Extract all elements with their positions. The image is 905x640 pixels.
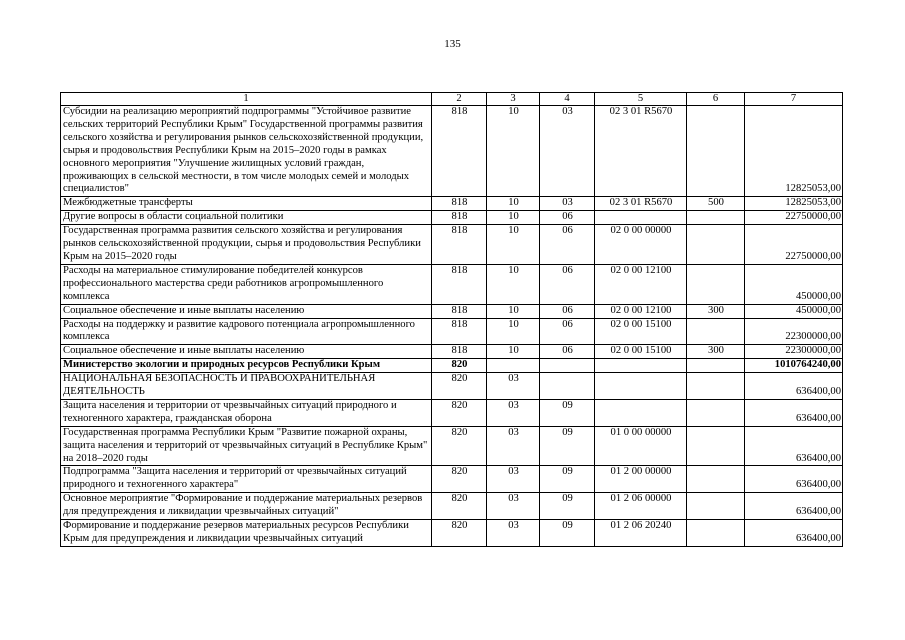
row-name: Формирование и поддержание резервов материальных ресурсов Республики Крым для предупреждения и ликвидации чрезвычайных ситуаций <box>61 520 432 547</box>
row-col-3: 10 <box>487 318 540 345</box>
row-col-2: 820 <box>432 520 487 547</box>
row-col-2: 820 <box>432 466 487 493</box>
table-row <box>61 318 843 345</box>
table-row <box>61 426 843 466</box>
row-col-5: 02 3 01 R5670 <box>595 106 687 197</box>
row-name: Субсидии на реализацию мероприятий подпрограммы "Устойчивое развитие сельских территорий Республики Крым" Государственной программы развития сельского хозяйства и регулирования рынков сельскохозяйственной продукции, сырья и продовольствия Республики Крым на 2015–2020 годы в рамках основного мероприятия "Улучшение жилищных условий граждан, проживающих в сельской местности, в том числе молодых семей и молодых специалистов" <box>61 106 432 197</box>
row-name: Подпрограмма "Защита населения и территорий от чрезвычайных ситуаций природного и техногенного характера" <box>61 466 432 493</box>
row-col-5: 02 0 00 15100 <box>595 345 687 359</box>
row-name: Основное мероприятие "Формирование и поддержание материальных резервов для предупреждения и ликвидации чрезвычайных ситуаций" <box>61 493 432 520</box>
row-col-2: 820 <box>432 373 487 400</box>
row-name: Другие вопросы в области социальной политики <box>61 211 432 225</box>
row-col-5 <box>595 359 687 373</box>
header-col-3: 3 <box>487 93 540 106</box>
row-col-4: 03 <box>540 106 595 197</box>
row-name: Министерство экологии и природных ресурсов Республики Крым <box>61 359 432 373</box>
row-col-3: 03 <box>487 466 540 493</box>
table-row <box>61 359 843 373</box>
row-col-5: 01 2 06 00000 <box>595 493 687 520</box>
row-col-6 <box>687 466 745 493</box>
row-col-6 <box>687 493 745 520</box>
row-col-2: 820 <box>432 359 487 373</box>
row-col-5 <box>595 399 687 426</box>
row-amount: 22750000,00 <box>745 211 843 225</box>
row-amount: 22300000,00 <box>745 345 843 359</box>
row-col-4 <box>540 373 595 400</box>
row-col-6 <box>687 426 745 466</box>
table-row <box>61 520 843 547</box>
row-col-6 <box>687 359 745 373</box>
row-name: Расходы на поддержку и развитие кадрового потенциала агропромышленного комплекса <box>61 318 432 345</box>
row-col-3: 10 <box>487 264 540 304</box>
header-col-4: 4 <box>540 93 595 106</box>
row-col-2: 818 <box>432 318 487 345</box>
page-number: 135 <box>444 38 461 50</box>
header-col-6: 6 <box>687 93 745 106</box>
row-col-3: 10 <box>487 211 540 225</box>
row-col-4: 06 <box>540 225 595 265</box>
row-col-3: 03 <box>487 520 540 547</box>
row-name: Государственная программа Республики Крым "Развитие пожарной охраны, защита населения и территорий от чрезвычайных ситуаций в Республике Крым" на 2018–2020 годы <box>61 426 432 466</box>
row-col-4: 03 <box>540 197 595 211</box>
row-col-4: 09 <box>540 426 595 466</box>
row-col-6 <box>687 225 745 265</box>
row-name: НАЦИОНАЛЬНАЯ БЕЗОПАСНОСТЬ И ПРАВООХРАНИТЕЛЬНАЯ ДЕЯТЕЛЬНОСТЬ <box>61 373 432 400</box>
row-col-2: 820 <box>432 493 487 520</box>
header-col-7: 7 <box>745 93 843 106</box>
row-amount: 636400,00 <box>745 399 843 426</box>
table-row <box>61 211 843 225</box>
row-amount: 636400,00 <box>745 426 843 466</box>
table-row <box>61 264 843 304</box>
row-name: Социальное обеспечение и иные выплаты населению <box>61 345 432 359</box>
row-col-6 <box>687 373 745 400</box>
row-amount: 450000,00 <box>745 264 843 304</box>
row-amount: 636400,00 <box>745 520 843 547</box>
header-col-5: 5 <box>595 93 687 106</box>
row-col-6: 500 <box>687 197 745 211</box>
row-name: Государственная программа развития сельского хозяйства и регулирования рынков сельскохозяйственной продукции, сырья и продовольствия Республики Крым на 2015–2020 годы <box>61 225 432 265</box>
row-name: Социальное обеспечение и иные выплаты населению <box>61 304 432 318</box>
row-col-2: 818 <box>432 345 487 359</box>
row-col-6 <box>687 399 745 426</box>
row-col-4: 06 <box>540 304 595 318</box>
row-col-4: 09 <box>540 399 595 426</box>
row-col-6: 300 <box>687 304 745 318</box>
table-body <box>61 106 843 547</box>
row-col-3: 03 <box>487 399 540 426</box>
row-col-4: 09 <box>540 466 595 493</box>
row-col-2: 818 <box>432 106 487 197</box>
row-col-5: 02 0 00 12100 <box>595 304 687 318</box>
row-col-3: 10 <box>487 304 540 318</box>
table-row <box>61 197 843 211</box>
row-amount: 1010764240,00 <box>745 359 843 373</box>
row-name: Защита населения и территории от чрезвычайных ситуаций природного и техногенного характера, гражданская оборона <box>61 399 432 426</box>
row-col-3: 10 <box>487 225 540 265</box>
row-amount: 636400,00 <box>745 466 843 493</box>
row-col-3: 10 <box>487 345 540 359</box>
row-amount: 636400,00 <box>745 373 843 400</box>
header-col-2: 2 <box>432 93 487 106</box>
row-col-3 <box>487 359 540 373</box>
row-name: Межбюджетные трансферты <box>61 197 432 211</box>
row-col-3: 03 <box>487 373 540 400</box>
row-col-6 <box>687 211 745 225</box>
row-col-2: 820 <box>432 399 487 426</box>
row-col-3: 10 <box>487 106 540 197</box>
row-col-2: 818 <box>432 304 487 318</box>
row-col-4: 09 <box>540 520 595 547</box>
row-col-6 <box>687 520 745 547</box>
header-col-1: 1 <box>61 93 432 106</box>
row-col-5 <box>595 211 687 225</box>
row-col-3: 10 <box>487 197 540 211</box>
row-col-2: 818 <box>432 197 487 211</box>
row-col-5: 02 0 00 00000 <box>595 225 687 265</box>
table-row <box>61 466 843 493</box>
row-col-6 <box>687 318 745 345</box>
row-col-5: 02 0 00 15100 <box>595 318 687 345</box>
row-col-5 <box>595 373 687 400</box>
row-col-5: 02 0 00 12100 <box>595 264 687 304</box>
row-col-4 <box>540 359 595 373</box>
table-row <box>61 493 843 520</box>
row-col-6 <box>687 264 745 304</box>
header-row <box>61 93 843 106</box>
row-col-2: 820 <box>432 426 487 466</box>
row-amount: 22750000,00 <box>745 225 843 265</box>
row-col-6: 300 <box>687 345 745 359</box>
table-row <box>61 106 843 197</box>
row-col-5: 01 2 00 00000 <box>595 466 687 493</box>
row-col-5: 01 2 06 20240 <box>595 520 687 547</box>
row-col-5: 02 3 01 R5670 <box>595 197 687 211</box>
table-row <box>61 345 843 359</box>
row-amount: 22300000,00 <box>745 318 843 345</box>
row-amount: 450000,00 <box>745 304 843 318</box>
budget-table <box>60 92 843 547</box>
row-col-2: 818 <box>432 225 487 265</box>
row-col-2: 818 <box>432 264 487 304</box>
row-col-4: 06 <box>540 211 595 225</box>
row-col-2: 818 <box>432 211 487 225</box>
row-col-4: 06 <box>540 318 595 345</box>
row-col-4: 09 <box>540 493 595 520</box>
row-amount: 12825053,00 <box>745 197 843 211</box>
row-col-3: 03 <box>487 426 540 466</box>
row-col-3: 03 <box>487 493 540 520</box>
table-row <box>61 373 843 400</box>
row-col-5: 01 0 00 00000 <box>595 426 687 466</box>
row-amount: 12825053,00 <box>745 106 843 197</box>
row-col-4: 06 <box>540 345 595 359</box>
table-row <box>61 399 843 426</box>
row-amount: 636400,00 <box>745 493 843 520</box>
row-col-4: 06 <box>540 264 595 304</box>
row-col-6 <box>687 106 745 197</box>
table-row <box>61 225 843 265</box>
table-row <box>61 304 843 318</box>
row-name: Расходы на материальное стимулирование победителей конкурсов профессионального мастерства среди работников агропромышленного комплекса <box>61 264 432 304</box>
